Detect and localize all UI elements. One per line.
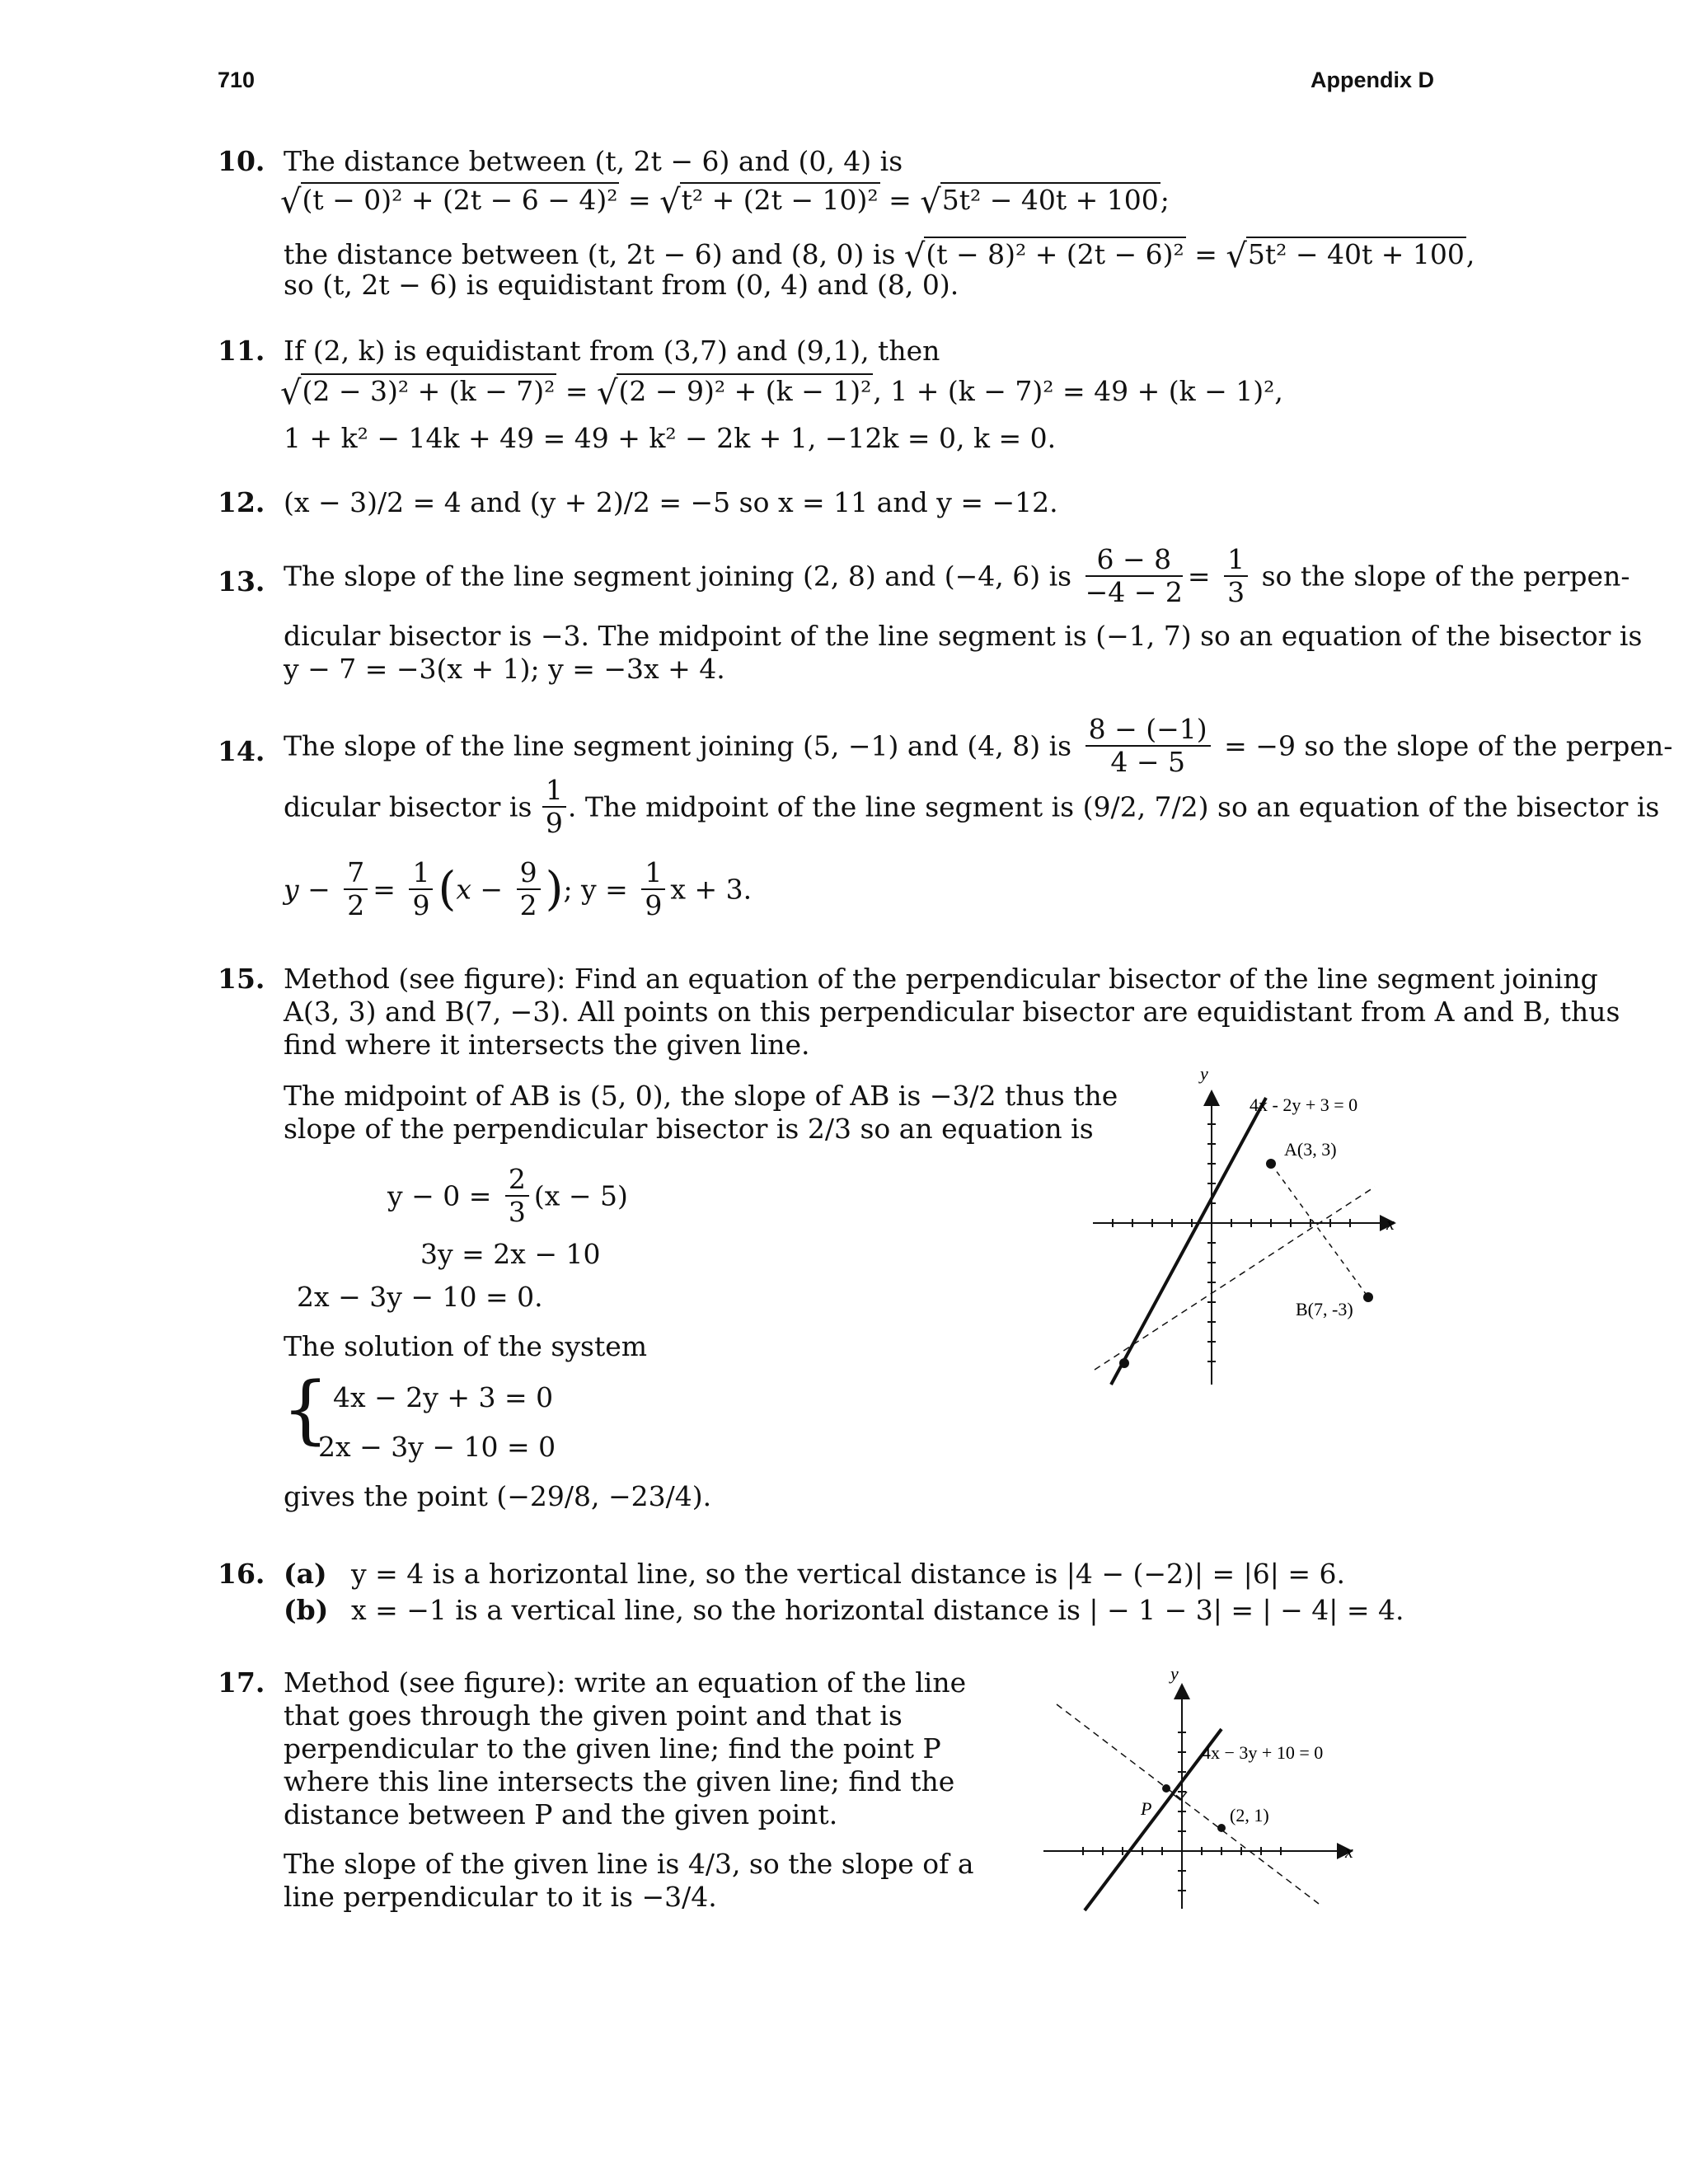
point-p xyxy=(1162,1784,1170,1793)
text-line: 1 + k² − 14k + 49 = 49 + k² − 2k + 1, −12k = 0, k = 0. xyxy=(284,422,1057,454)
equation-line: 4x − 2y + 3 = 0 xyxy=(333,1381,554,1413)
problem-number: 16. xyxy=(218,1558,265,1590)
system-brace: { xyxy=(282,1366,330,1453)
problem-number: 17. xyxy=(218,1666,265,1699)
section-title: Appendix D xyxy=(1310,68,1434,92)
text-line: y − 7 = −3(x + 1); y = −3x + 4. xyxy=(284,653,725,685)
point-p-label: P xyxy=(1141,1798,1152,1819)
equation-line: dicular bisector is $\frac{1}{9}$ . The midpoint of the line segment is (9/2, 7/2) so an equation of the bisector is xyxy=(284,774,1660,839)
equation-line: 3y = 2x − 10 xyxy=(420,1238,601,1270)
text-line: A(3, 3) and B(7, −3). All points on this perpendicular bisector are equidistant from A and B, thus xyxy=(284,996,1620,1028)
text-line: so (t, 2t − 6) is equidistant from (0, 4) and (8, 0). xyxy=(284,269,959,301)
equation-line: 2x − 3y − 10 = 0. xyxy=(297,1281,543,1313)
text-line: gives the point (−29/8, −23/4). xyxy=(284,1480,712,1512)
text-line: (x − 3)/2 = 4 and (y + 2)/2 = −5 so x = 11 and y = −12. xyxy=(284,486,1058,518)
x-axis-label: x xyxy=(1386,1213,1395,1234)
equation-line: 2x − 3y − 10 = 0 xyxy=(318,1431,556,1463)
text-line: dicular bisector is −3. The midpoint of the line segment is (−1, 7) so an equation of the bisector is xyxy=(284,620,1643,652)
problem-number: 13. xyxy=(218,565,265,598)
perpendicular-line xyxy=(1057,1704,1319,1904)
equation-line: The slope of the line segment joining (5, −1) and (4, 8) is $\frac{8 - (-1)}{4 - 5}$ = −9 so the slope of the perpen- xyxy=(284,713,1673,778)
point-b xyxy=(1363,1292,1373,1302)
problem-number: 15. xyxy=(218,963,265,995)
given-point xyxy=(1217,1824,1226,1832)
segment-ab xyxy=(1271,1164,1368,1297)
text-line: Method (see figure): Find an equation of the perpendicular bisector of the line segment joining xyxy=(284,963,1598,995)
problem-number: 14. xyxy=(218,735,265,767)
text-line: slope of the perpendicular bisector is 2/3 so an equation is xyxy=(284,1113,1094,1145)
y-axis-label: y xyxy=(1170,1665,1179,1684)
point-b-label: B(7, -3) xyxy=(1296,1299,1353,1319)
given-line-label: 4x − 3y + 10 = 0 xyxy=(1202,1742,1324,1763)
figure-perpendicular-bisector xyxy=(1080,1063,1426,1409)
page-number: 710 xyxy=(218,68,256,92)
text-line: y = 4 is a horizontal line, so the vertical distance is |4 − (−2)| = |6| = 6. xyxy=(351,1558,1346,1590)
equation-line: y − $\frac{7}{2}$ = $\frac{1}{9}$ (x − $\frac{9}{2}$ ); y = $\frac{1}{9}$ x + 3. xyxy=(284,856,753,921)
equation-line: √(t − 0)² + (2t − 6 − 4)² = √t² + (2t − 10)² = √5t² − 40t + 100; xyxy=(280,183,1170,221)
text-line: find where it intersects the given line. xyxy=(284,1029,810,1061)
text-line: The slope of the given line is 4/3, so the slope of a xyxy=(284,1848,974,1880)
text-line: Method (see figure): write an equation of the line xyxy=(284,1666,967,1699)
part-b-label: (b) xyxy=(284,1594,329,1626)
y-axis-label: y xyxy=(1200,1063,1208,1084)
text-line: If (2, k) is equidistant from (3,7) and (9,1), then xyxy=(284,335,940,367)
perpendicular-bisector xyxy=(1095,1187,1375,1370)
text-line: The solution of the system xyxy=(284,1330,648,1362)
equation-line: √(2 − 3)² + (k − 7)² = √(2 − 9)² + (k − 1)², 1 + (k − 7)² = 49 + (k − 1)², xyxy=(280,374,1283,412)
text-line: x = −1 is a vertical line, so the horizontal distance is | − 1 − 3| = | − 4| = 4. xyxy=(351,1594,1404,1626)
given-point-label: (2, 1) xyxy=(1230,1805,1269,1825)
part-a-label: (a) xyxy=(284,1558,327,1590)
problem-number: 12. xyxy=(218,486,265,518)
equation-line: The slope of the line segment joining (2, 8) and (−4, 6) is $\frac{6 - 8}{-4 - 2}$ = $\frac{1}{3}$ so the slope of the perpen- xyxy=(284,543,1630,608)
equation-line: the distance between (t, 2t − 6) and (8, 0) is √(t − 8)² + (2t − 6)² = √5t² − 40t + 100, xyxy=(284,237,1475,275)
text-line: where this line intersects the given line; find the xyxy=(284,1765,955,1797)
problem-number: 11. xyxy=(218,335,265,367)
equation-line: y − 0 = $\frac{2}{3}$ (x − 5) xyxy=(387,1163,628,1228)
text-line: The distance between (t, 2t − 6) and (0, 4) is xyxy=(284,145,903,177)
text-line: line perpendicular to it is −3/4. xyxy=(284,1881,717,1913)
point-a xyxy=(1266,1159,1276,1169)
figure-point-line-distance xyxy=(1039,1665,1385,1929)
text-line: The midpoint of AB is (5, 0), the slope of AB is −3/2 thus the xyxy=(284,1080,1118,1112)
text-line: that goes through the given point and that is xyxy=(284,1699,903,1732)
given-line-label: 4x - 2y + 3 = 0 xyxy=(1250,1094,1358,1115)
intersection-point xyxy=(1119,1358,1129,1368)
problem-number: 10. xyxy=(218,145,265,177)
text-line: distance between P and the given point. xyxy=(284,1798,838,1830)
point-a-label: A(3, 3) xyxy=(1284,1139,1337,1160)
given-line xyxy=(1111,1098,1266,1385)
x-axis-label: x xyxy=(1345,1841,1353,1862)
text-line: perpendicular to the given line; find the point P xyxy=(284,1732,941,1765)
